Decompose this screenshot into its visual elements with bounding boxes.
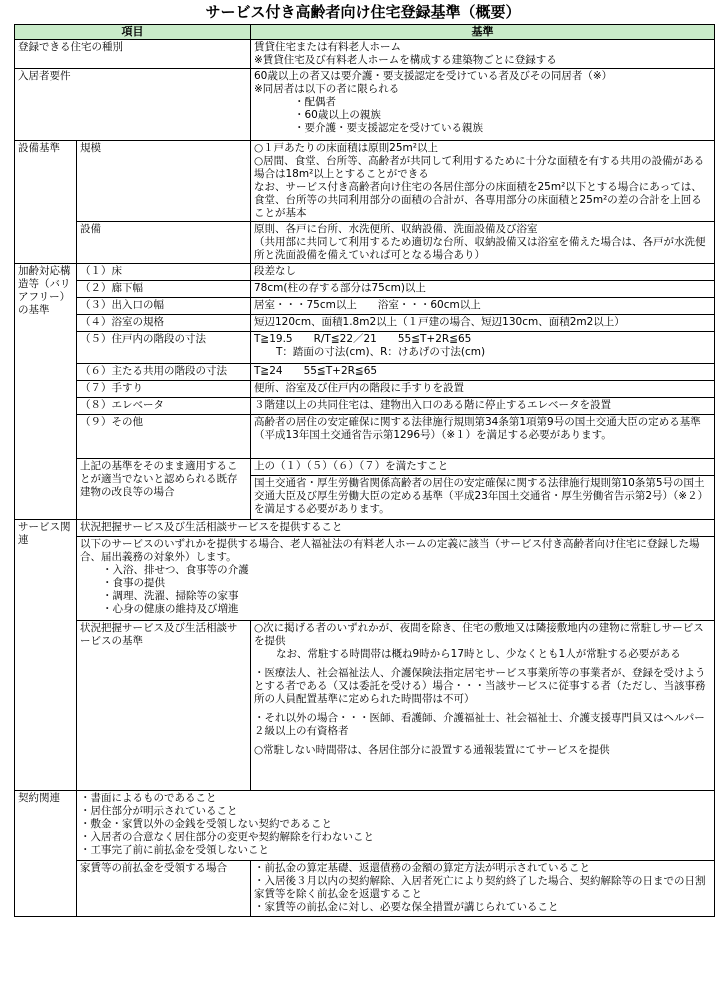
table-row xyxy=(15,364,715,381)
table-row xyxy=(15,315,715,332)
table-row xyxy=(15,621,715,791)
bf-item: （７）手すり xyxy=(77,381,251,398)
bf-existing-standard-1: 上の（１）（５）（６）（７）を満たすこと xyxy=(251,459,715,476)
bf-item: （５）住戸内の階段の寸法 xyxy=(77,332,251,364)
bf-existing-label: 上記の基準をそのまま適用することが適当でないと認められる既存建物の改良等の場合 xyxy=(77,459,251,520)
facility-scale-label: 規模 xyxy=(77,141,251,222)
bf-standard: 78cm(柱の存する部分は75cm)以上 xyxy=(251,281,715,298)
header-item: 項目 xyxy=(15,25,251,40)
residents-standard: 60歳以上の者又は要介護・要支援認定を受けている者及びその同居者（※） ※同居者は以下の者に限られる ・配偶者 ・60歳以上の親族 ・要介護・要支援認定を受けている親族 xyxy=(251,69,715,141)
facility-equip-label: 設備 xyxy=(77,222,251,264)
contract-label: 契約関連 xyxy=(15,791,77,917)
housing-type-label: 登録できる住宅の種別 xyxy=(15,40,251,69)
table-row xyxy=(15,222,715,264)
bf-item: （４）浴室の規格 xyxy=(77,315,251,332)
table-row xyxy=(15,791,715,861)
table-row xyxy=(15,332,715,364)
bf-item: （２）廊下幅 xyxy=(77,281,251,298)
table-row xyxy=(15,398,715,415)
table-row xyxy=(15,264,715,281)
registration-standards-table xyxy=(14,24,715,917)
housing-type-standard: 賃貸住宅または有料老人ホーム ※賃貸住宅及び有料老人ホームを構成する建築物ごとに登録する xyxy=(251,40,715,69)
bf-item: （８）エレベータ xyxy=(77,398,251,415)
bf-standard: T≧24 55≦T+2R≦65 xyxy=(251,364,715,381)
table-row xyxy=(15,861,715,917)
service-std: ○次に掲げる者のいずれかが、夜間を除き、住宅の敷地又は隣接敷地内の建物に常駐しサービスを提供 なお、常駐する時間帯は概ね9時から17時とし、少なくとも1人が常駐する必要がある ・医療法人、社会福祉法人、介護保険法指定居宅サービス事業所等の事業者が、登録を受けようとする者である（又は委託を受ける）場合・・・当該サービスに従事する者（ただし、当該事務所の人員配置基準に定められた時間帯は不可） ・それ以外の場合・・・医師、看護師、介護福祉士、社会福祉士、介護支援専門員又はヘルパー２級以上の有資格者 ○常駐しない時間帯は、各居住部分に設置する通報装置にてサービスを提供 xyxy=(251,621,715,791)
residents-label: 入居者要件 xyxy=(15,69,251,141)
table-row xyxy=(15,141,715,222)
contract-prepay-standard: ・前払金の算定基礎、返還債務の金額の算定方法が明示されていること ・入居後３月以内の契約解除、入居者死亡により契約終了した場合、契約解除等の日までの日割家賃等を除く前払金を返還すること ・家賃等の前払金に対し、必要な保全措置が講じられていること xyxy=(251,861,715,917)
header-standard: 基準 xyxy=(251,25,715,40)
table-row xyxy=(15,40,715,69)
bf-standard: 短辺120cm、面積1.8m2以上（１戸建の場合、短辺130cm、面積2m2以上） xyxy=(251,315,715,332)
facility-scale-standard: ○１戸あたりの床面積は原則25m²以上 ○居間、食堂、台所等、高齢者が共同して利用するために十分な面積を有する共用の設備がある場合は18m²以上とすることができる なお、サービス付き高齢者向け住宅の各居住部分の床面積を25m²以下とする場合にあっては、食堂、台所等の共同利用部分の面積の合計が、各専用部分の床面積と25m²の差の合計を上回ることが基本 xyxy=(251,141,715,222)
service-std-label: 状況把握サービス及び生活相談サービスの基準 xyxy=(77,621,251,791)
table-row xyxy=(15,69,715,141)
bf-standard: 居室・・・75cm以上 浴室・・・60cm以上 xyxy=(251,298,715,315)
table-header-row xyxy=(15,25,715,40)
service-elderly-home: 以下のサービスのいずれかを提供する場合、老人福祉法の有料老人ホームの定義に該当（サービス付き高齢者向け住宅に登録した場合、届出義務の対象外）します。 ・入浴、排せつ、食事等の介護 ・食事の提供 ・調理、洗濯、掃除等の家事 ・心身の健康の維持及び増進 xyxy=(77,537,715,621)
bf-item: （３）出入口の幅 xyxy=(77,298,251,315)
bf-standard: ３階建以上の共同住宅は、建物出入口のある階に停止するエレベータを設置 xyxy=(251,398,715,415)
bf-item: （１）床 xyxy=(77,264,251,281)
bf-standard: 便所、浴室及び住戸内の階段に手すりを設置 xyxy=(251,381,715,398)
page-title: サービス付き高齢者向け住宅登録基準（概要） xyxy=(205,3,521,21)
table-row xyxy=(15,537,715,621)
service-label: サービス関連 xyxy=(15,520,77,791)
table-row xyxy=(15,415,715,459)
bf-standard: T≧19.5 R/T≦22／21 55≦T+2R≦65 T：踏面の寸法(cm)、R：けあげの寸法(cm) xyxy=(251,332,715,364)
bf-item: （９）その他 xyxy=(77,415,251,459)
table-row xyxy=(15,459,715,476)
table-row xyxy=(15,520,715,537)
table-row xyxy=(15,298,715,315)
barrier-free-label: 加齢対応構造等（バリアフリー）の基準 xyxy=(15,264,77,520)
bf-existing-standard-2: 国土交通省・厚生労働省関係高齢者の居住の安定確保に関する法律施行規則第10条第5号の国土交通大臣及び厚生労働大臣の定める基準（平成23年国土交通省・厚生労働省告示第2号）（※２）を満足する必要があります。 xyxy=(251,476,715,520)
table-row xyxy=(15,281,715,298)
facility-label: 設備基準 xyxy=(15,141,77,264)
service-intro: 状況把握サービス及び生活相談サービスを提供すること xyxy=(77,520,715,537)
bf-item: （６）主たる共用の階段の寸法 xyxy=(77,364,251,381)
contract-conditions: ・書面によるものであること ・居住部分が明示されていること ・敷金・家賃以外の金銭を受領しない契約であること ・入居者の合意なく居住部分の変更や契約解除を行わないこと ・工事完了前に前払金を受領しないこと xyxy=(77,791,715,861)
bf-standard: 段差なし xyxy=(251,264,715,281)
bf-standard: 高齢者の居住の安定確保に関する法律施行規則第34条第1項第9号の国土交通大臣の定める基準（平成13年国土交通省告示第1296号）（※１）を満足する必要があります。 xyxy=(251,415,715,459)
facility-equip-standard: 原則、各戸に台所、水洗便所、収納設備、洗面設備及び浴室 （共用部に共同して利用するため適切な台所、収納設備又は浴室を備えた場合は、各戸が水洗便所と洗面設備を備えていれば可となる場合あり） xyxy=(251,222,715,264)
contract-prepay-label: 家賃等の前払金を受領する場合 xyxy=(77,861,251,917)
table-row xyxy=(15,381,715,398)
